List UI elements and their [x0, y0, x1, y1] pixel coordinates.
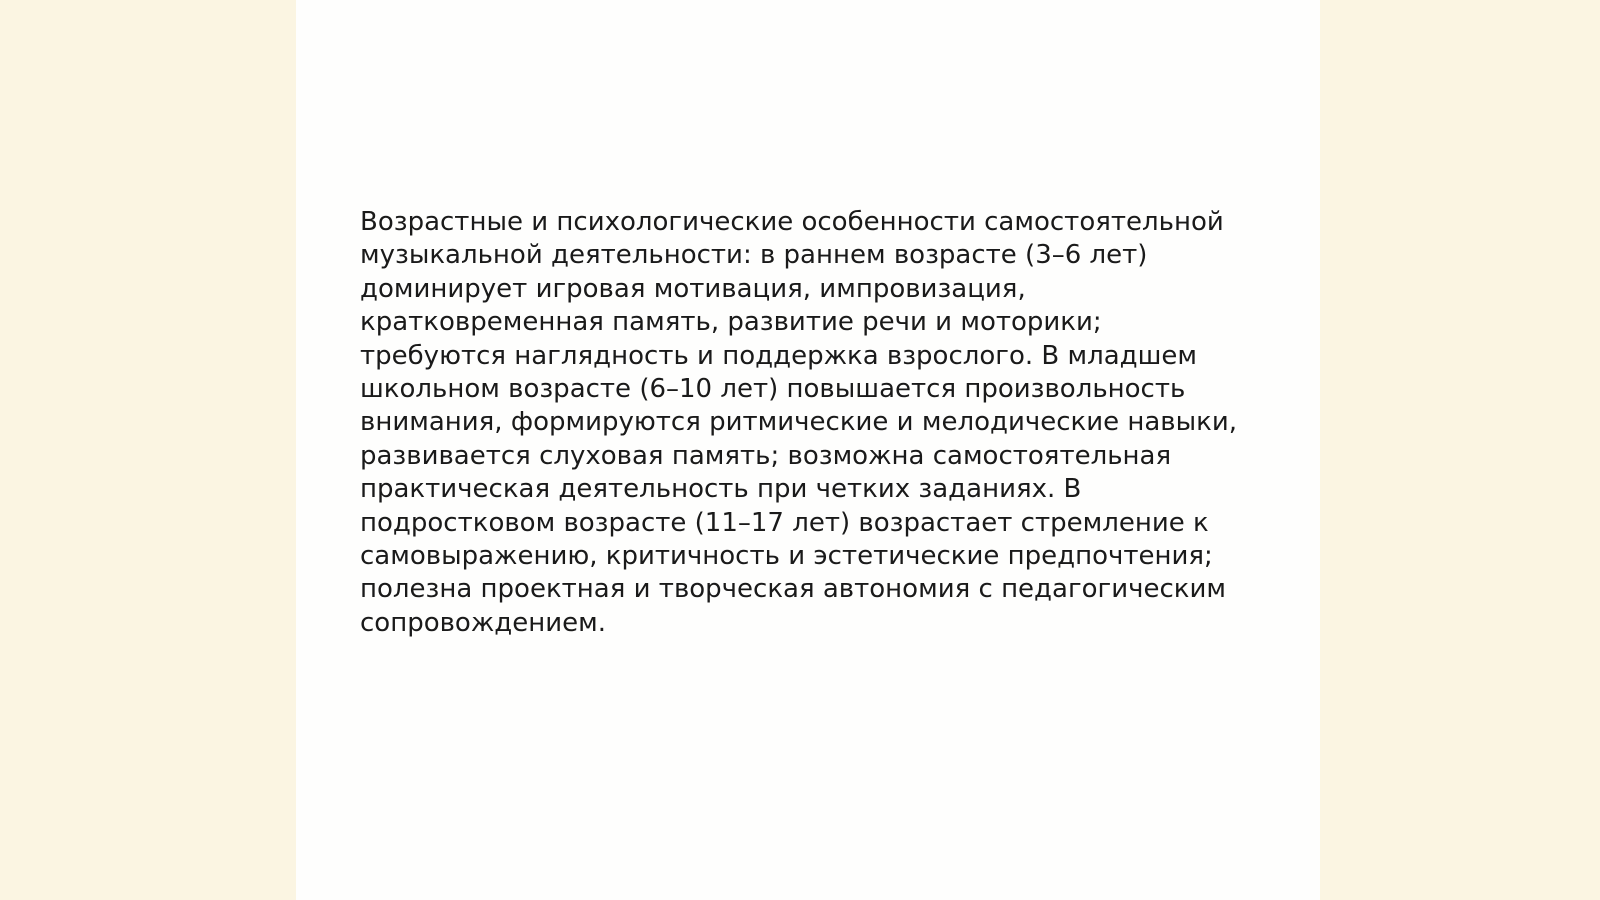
paragraph-line-13: сопровождением. — [360, 607, 607, 638]
paragraph-line-8: развивается слуховая память; возможна самостоятельная — [360, 440, 1172, 471]
paragraph-line-3: доминирует игровая мотивация, импровизация, — [360, 273, 1026, 304]
paragraph-line-6: школьном возрасте (6–10 лет) повышается произвольность — [360, 374, 1186, 405]
right-margin-panel — [1304, 0, 1600, 900]
paragraph-line-9: практическая деятельность при четких заданиях. В — [360, 474, 1082, 505]
paragraph-line-12: полезна проектная и творческая автономия с педагогическим — [360, 574, 1226, 605]
paragraph-line-2: музыкальной деятельности: в раннем возрасте (3–6 лет) — [360, 240, 1148, 271]
left-margin-panel — [0, 0, 296, 900]
paragraph-line-10: подростковом возрасте (11–17 лет) возрастает стремление к — [360, 507, 1209, 538]
body-paragraph — [360, 206, 1260, 640]
paragraph-line-1: Возрастные и психологические особенности самостоятельной — [360, 207, 1224, 237]
paragraph-line-7: внимания, формируются ритмические и мелодические навыки, — [360, 407, 1238, 438]
paragraph-line-5: требуются наглядность и поддержка взрослого. В младшем — [360, 340, 1198, 371]
paragraph-line-11: самовыражению, критичность и эстетические предпочтения; — [360, 541, 1213, 572]
document-page — [296, 0, 1320, 900]
paragraph-line-4: кратковременная память, развитие речи и моторики; — [360, 307, 1102, 338]
